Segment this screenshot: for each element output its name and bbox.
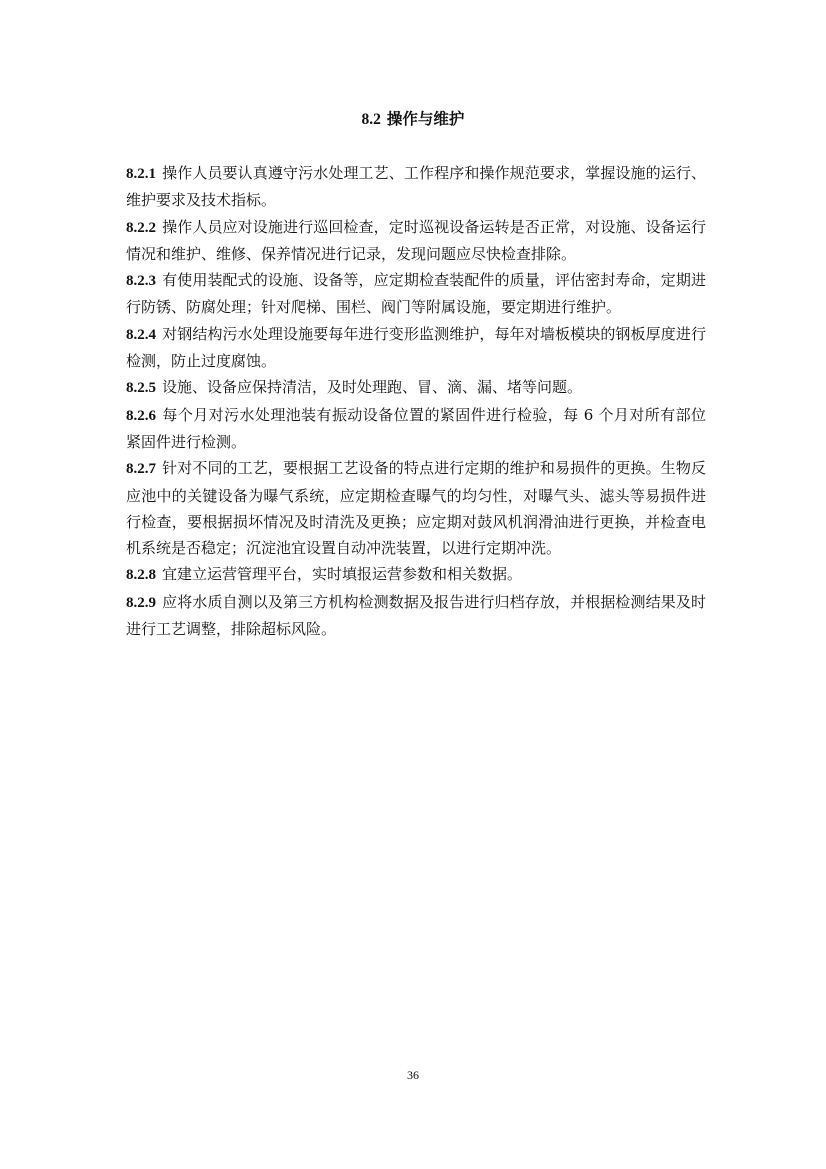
clause-number: 8.2.2: [126, 219, 156, 236]
clause-text: 每个月对污水处理池装有振动设备位置的紧固件进行检验，每 6 个月对所有部位紧固件进行检测。: [126, 405, 706, 451]
clause-list: [126, 160, 706, 642]
clause-8-2-7: [126, 455, 706, 561]
section-heading: [0, 107, 826, 132]
clause-text: 对钢结构污水处理设施要每年进行变形监测维护，每年对墙板模块的钢板厚度进行检测，防止过度腐蚀。: [126, 324, 706, 371]
clause-number: 8.2.7: [126, 461, 156, 478]
page-number: 36: [407, 1068, 419, 1082]
clause-8-2-6: [126, 402, 706, 456]
section-title: 操作与维护: [386, 109, 465, 128]
clause-number: 8.2.5: [126, 380, 156, 397]
clause-number: 8.2.8: [126, 567, 156, 584]
clause-text: 设施、设备应保持清洁，及时处理跑、冒、滴、漏、堵等问题。: [162, 378, 583, 397]
clause-number: 8.2.9: [126, 594, 156, 611]
clause-number: 8.2.6: [126, 407, 156, 424]
clause-8-2-1: [126, 160, 706, 214]
clause-8-2-4: [126, 321, 706, 375]
clause-8-2-8: [126, 561, 706, 588]
clause-text: 针对不同的工艺，要根据工艺设备的特点进行定期的维护和易损件的更换。生物反应池中的关键设备为曝气系统，应定期检查曝气的均匀性，对曝气头、滤头等易损件进行检查，要根据损坏情况及时清洗及更换；应定期对鼓风机润滑油进行更换，并检查电机系统是否稳定；沉淀池宜设置自动冲洗装置，以进行定期冲洗。: [126, 459, 706, 558]
clause-text: 宜建立运营管理平台，实时填报运营参数和相关数据。: [162, 565, 523, 584]
clause-8-2-5: [126, 374, 706, 401]
clause-text: 有使用装配式的设施、设备等，应定期检查装配件的质量，评估密封寿命，定期进行防锈、防腐处理；针对爬梯、围栏、阀门等附属设施，要定期进行维护。: [126, 271, 706, 317]
clause-number: 8.2.1: [126, 166, 156, 182]
clause-8-2-3: [126, 267, 706, 321]
clause-text: 操作人员要认真遵守污水处理工艺、工作程序和操作规范要求，掌握设施的运行、维护要求及技术指标。: [126, 164, 706, 210]
clause-number: 8.2.3: [126, 273, 156, 290]
clause-text: 操作人员应对设施进行巡回检查，定时巡视设备运转是否正常，对设施、设备运行情况和维护、维修、保养情况进行记录，发现问题应尽快检查排除。: [126, 217, 706, 263]
clause-number: 8.2.4: [126, 326, 156, 343]
clause-8-2-2: [126, 214, 706, 268]
section-number: 8.2: [361, 111, 381, 128]
clause-8-2-9: [126, 589, 706, 643]
clause-text: 应将水质自测以及第三方机构检测数据及报告进行归档存放，并根据检测结果及时进行工艺调整，排除超标风险。: [126, 592, 706, 639]
